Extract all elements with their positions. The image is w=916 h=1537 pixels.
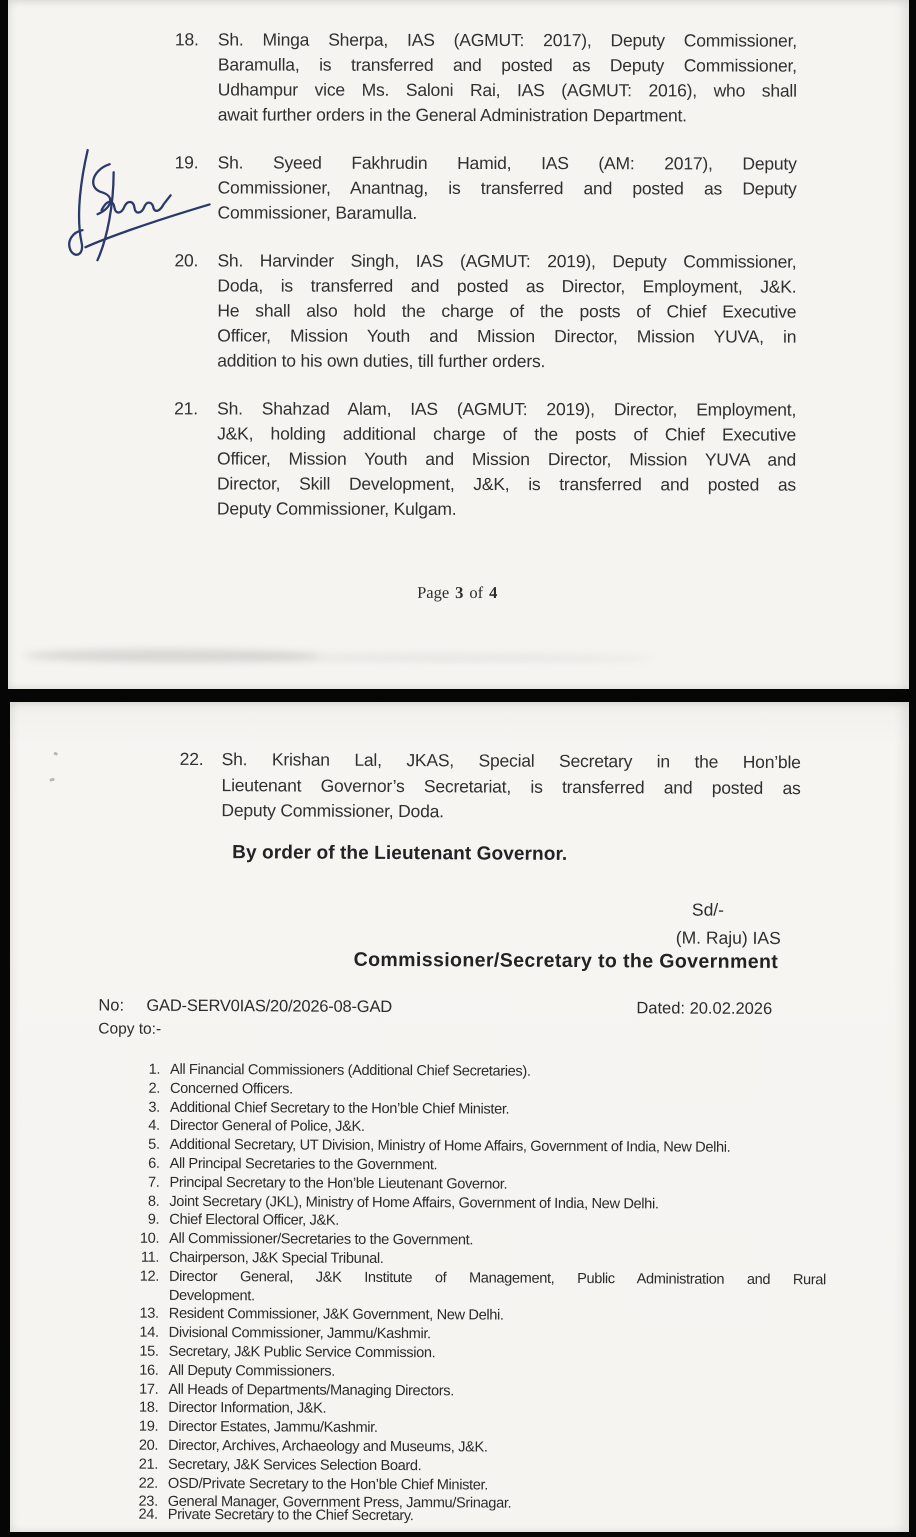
item-text-line: Officer, Mission Youth and Mission Director, Mission YUVA and: [217, 448, 797, 470]
item-number: 21.: [174, 398, 198, 419]
copy-item-text: Chairperson, J&K Special Tribunal.: [169, 1249, 384, 1267]
item-text: [218, 27, 797, 128]
copy-item-number: 4.: [148, 1118, 160, 1135]
copy-item-text: Director General of Police, J&K.: [169, 1118, 365, 1136]
footer-total-pages: 4: [489, 583, 498, 603]
order-item-18: [175, 27, 797, 128]
copy-item-text: All Heads of Departments/Managing Directors.: [168, 1381, 454, 1399]
copy-item-number: 23.: [138, 1494, 158, 1511]
item-number: 18.: [174, 29, 199, 50]
copy-item-number: 5.: [148, 1136, 160, 1153]
copy-list-item: [127, 1267, 826, 1308]
copy-item-number: 6.: [148, 1155, 160, 1172]
ref-label: No:: [98, 996, 125, 1015]
item-text-line: Deputy Commissioner, Doda.: [221, 800, 444, 822]
copy-item-number: 1.: [148, 1061, 161, 1078]
item-text-line: Deputy Commissioner, Kulgam.: [216, 498, 457, 519]
copy-item-number: 16.: [139, 1362, 159, 1379]
copy-item-text: Divisional Commissioner, Jammu/Kashmir.: [168, 1324, 431, 1343]
sd-line: Sd/-: [691, 899, 725, 920]
item-text-line: Lieutenant Governor’s Secretariat, is transferred and posted as: [221, 774, 801, 798]
item-number: 22.: [179, 748, 204, 770]
item-text-line: Officer, Mission Youth and Mission Director, Mission YUVA, in: [217, 325, 797, 347]
item-text-line: Sh. Minga Sherpa, IAS (AGMUT: 2017), Deputy Commissioner,: [217, 29, 797, 51]
copy-item-text: Chief Electoral Officer, J&K.: [169, 1212, 339, 1230]
copy-item-text: Joint Secretary (JKL), Ministry of Home Affairs, Government of India, New Delhi.: [169, 1193, 659, 1212]
footer-word: of: [469, 582, 484, 602]
item-text-line: addition to his own duties, till further orders.: [217, 350, 546, 372]
item-text-line: await further orders in the General Administration Department.: [217, 104, 687, 126]
copy-item-text: Secretary, J&K Public Service Commission.: [168, 1343, 436, 1362]
copy-item-text: Concerned Officers.: [169, 1080, 293, 1098]
item-text-line: Sh. Harvinder Singh, IAS (AGMUT: 2019), Deputy Commissioner,: [217, 250, 797, 272]
order-item-21: [174, 396, 796, 522]
copy-item-number: 19.: [138, 1418, 159, 1435]
item-text-line: Udhampur vice Ms. Saloni Rai, IAS (AGMUT: 2016), who shall: [217, 79, 797, 101]
copy-item-number: 8.: [147, 1193, 160, 1210]
item-number: 20.: [174, 250, 199, 271]
item-text-line: Sh. Krishan Lal, JKAS, Special Secretary in the Hon’ble: [221, 749, 801, 773]
item-text-line: Sh. Shahzad Alam, IAS (AGMUT: 2019), Director, Employment,: [217, 398, 797, 420]
copy-item-number: 17.: [139, 1381, 159, 1398]
copy-item-number: 13.: [139, 1306, 159, 1323]
by-order-line: By order of the Lieutenant Governor.: [232, 842, 568, 865]
page-number-footer: [7, 582, 908, 604]
signatory-name: (M. Raju) IAS: [675, 927, 781, 949]
item-text-line: Director, Skill Development, J&K, is transferred and posted as: [216, 473, 797, 495]
copy-item-number: 10.: [139, 1230, 160, 1247]
item-number: 19.: [174, 152, 199, 173]
copy-item-text: General Manager, Government Press, Jammu/Srinagar.: [167, 1494, 512, 1512]
copy-item-number: 9.: [147, 1212, 160, 1229]
copy-item-text: Director Information, J&K.: [168, 1400, 327, 1418]
copy-item-text-line: Development.: [168, 1287, 255, 1304]
ref-number: GAD-SERV0IAS/20/2026-08-GAD: [146, 996, 393, 1017]
copy-item-number: 22.: [138, 1475, 158, 1492]
signatory-title: Commissioner/Secretary to the Government: [353, 948, 779, 974]
order-item-22: [9, 746, 908, 827]
copy-item-text: Principal Secretary to the Hon’ble Lieutenant Governor.: [169, 1174, 508, 1193]
copy-item-text: Additional Chief Secretary to the Hon’ble Chief Minister.: [169, 1099, 510, 1118]
item-text-line: Commissioner, Baramulla.: [217, 202, 418, 223]
item-text: [221, 747, 800, 827]
footer-word: Page: [417, 582, 450, 602]
copy-item-number: 14.: [139, 1324, 159, 1341]
copy-item-text: Secretary, J&K Services Selection Board.: [167, 1456, 422, 1474]
copy-item-text: All Financial Commissioners (Additional Chief Secretaries).: [170, 1061, 531, 1080]
item-text: [217, 248, 796, 374]
copy-item-number: 7.: [147, 1174, 160, 1191]
item-text: [217, 396, 796, 522]
copy-item-number: 15.: [139, 1343, 159, 1360]
copy-item-text: Director, Archives, Archaeology and Museums, J&K.: [168, 1437, 488, 1456]
copy-item-number: 24.: [138, 1506, 158, 1523]
copy-item-text: Additional Secretary, UT Division, Ministry of Home Affairs, Government of India, New Delhi.: [169, 1137, 731, 1156]
document-page-4: [10, 702, 909, 1532]
item-text-line: J&K, holding additional charge of the posts of Chief Executive: [217, 423, 797, 445]
copy-item-text-line: Director General, J&K Institute of Management, Public Administration and Rural: [168, 1268, 827, 1289]
document-page-3: [8, 0, 909, 689]
copy-to-label: Copy to:-: [98, 1020, 162, 1038]
copy-item-number: 20.: [138, 1437, 159, 1454]
item-text: [218, 150, 797, 226]
copy-item-text: Resident Commissioner, J&K Government, New Delhi.: [168, 1306, 504, 1324]
copy-item-text: Private Secretary to the Chief Secretary.: [167, 1506, 414, 1525]
order-item-20: [174, 248, 796, 374]
copy-item-number: 11.: [140, 1249, 160, 1266]
copy-item-text: Director Estates, Jammu/Kashmir.: [168, 1418, 378, 1437]
dated-label: Dated: 20.02.2026: [636, 999, 773, 1018]
copy-item-text: All Deputy Commissioners.: [168, 1362, 335, 1380]
reference-row: [8, 996, 907, 1023]
item-text-line: He shall also hold the charge of the posts of Chief Executive: [217, 300, 797, 322]
item-text-line: Doda, is transferred and posted as Director, Employment, J&K.: [217, 275, 797, 297]
copy-item-number: 3.: [148, 1099, 160, 1116]
copy-item-number: 2.: [148, 1080, 161, 1097]
copy-item-text: OSD/Private Secretary to the Hon’ble Chief Minister.: [167, 1475, 488, 1494]
copy-item-number: 21.: [138, 1456, 159, 1473]
item-text-line: Sh. Syeed Fakhrudin Hamid, IAS (AM: 2017), Deputy: [217, 152, 797, 174]
copy-item-text: All Principal Secretaries to the Government.: [169, 1155, 438, 1174]
copy-item-text: All Commissioner/Secretaries to the Government.: [169, 1231, 474, 1249]
copy-item-text: [169, 1268, 826, 1309]
order-item-19: [175, 150, 797, 226]
copy-item-number: 12.: [139, 1268, 160, 1285]
item-text-line: Baramulla, is transferred and posted as Deputy Commissioner,: [217, 54, 797, 76]
item-text-line: Commissioner, Anantnag, is transferred and posted as Deputy: [217, 177, 797, 199]
scan-smudge: [237, 653, 657, 662]
footer-page-number: 3: [455, 582, 464, 602]
copy-to-list: [6, 1060, 907, 1529]
copy-item-number: 18.: [139, 1400, 159, 1417]
signature-scribble: [57, 142, 215, 270]
copy-list-item: [126, 1506, 825, 1528]
